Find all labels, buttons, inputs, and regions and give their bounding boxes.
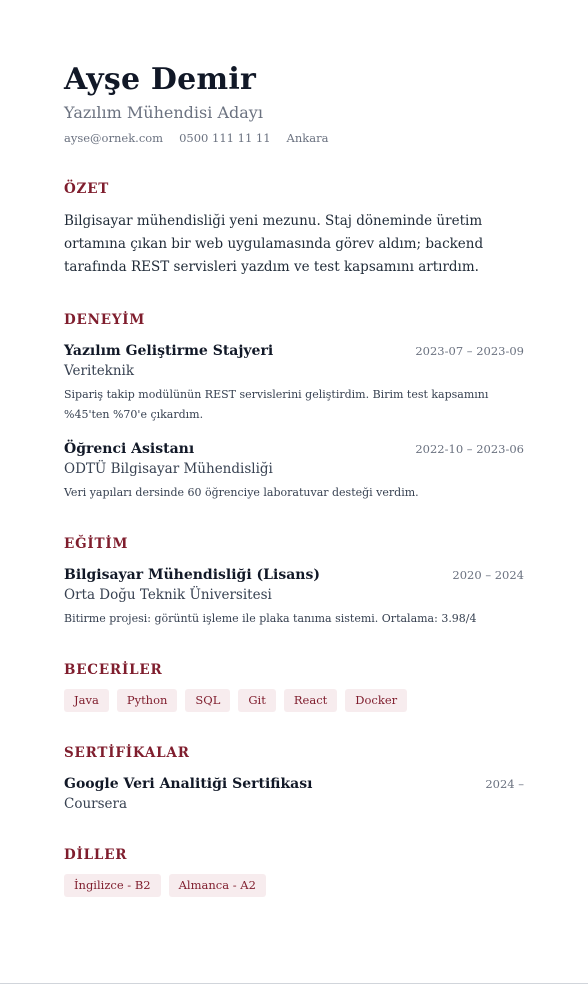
skill-chip: SQL <box>185 689 230 712</box>
contact-phone: 0500 111 11 11 <box>179 131 271 145</box>
language-chip: Almanca - A2 <box>169 874 266 897</box>
section-title: BECERİLER <box>64 662 163 678</box>
entry-organization: ODTÜ Bilgisayar Mühendisliği <box>64 461 273 477</box>
entry-title: Öğrenci Asistanı <box>64 441 195 457</box>
entry-dates: 2023-07 – 2023-09 <box>415 344 524 358</box>
entry-title: Yazılım Geliştirme Stajyeri <box>64 343 274 359</box>
contact-email: ayse@ornek.com <box>64 131 164 145</box>
skills-section <box>64 661 524 712</box>
entry-organization: Orta Doğu Teknik Üniversitesi <box>64 587 272 603</box>
experience-entry <box>64 439 524 503</box>
candidate-headline: Yazılım Mühendisi Adayı <box>64 103 263 122</box>
contact-location: Ankara <box>286 131 329 145</box>
entry-description: Sipariş takip modülünün REST servislerini geliştirdim. Birim test kapsamını %45'ten %70'e çıkardım. <box>64 388 489 421</box>
contact-row <box>64 130 524 146</box>
skill-chip: Python <box>117 689 178 712</box>
section-title: SERTİFİKALAR <box>64 745 190 761</box>
entry-description: Veri yapıları dersinde 60 öğrenciye laboratuvar desteği verdim. <box>64 486 419 499</box>
entry-title: Google Veri Analitiği Sertifikası <box>64 776 313 792</box>
education-entry <box>64 565 524 629</box>
entry-description: Bitirme projesi: görüntü işleme ile plaka tanıma sistemi. Ortalama: 3.98/4 <box>64 612 477 625</box>
certifications-section <box>64 744 524 814</box>
skill-chip: Java <box>64 689 109 712</box>
summary-text: Bilgisayar mühendisliği yeni mezunu. Staj döneminde üretim ortamına çıkan bir web uygulamasında görev aldım; backend tarafında REST servisleri yazdım ve test kapsamını artırdım. <box>64 213 484 275</box>
resume-page <box>64 60 524 897</box>
section-title: ÖZET <box>64 181 110 197</box>
section-title: DENEYİM <box>64 312 146 328</box>
entry-dates: 2020 – 2024 <box>452 568 524 582</box>
entry-dates: 2022-10 – 2023-06 <box>415 442 524 456</box>
summary-section <box>64 180 524 279</box>
entry-organization: Veriteknik <box>64 363 135 379</box>
candidate-name: Ayşe Demir <box>64 62 256 97</box>
skill-chip: React <box>284 689 337 712</box>
languages-section <box>64 846 524 897</box>
entry-title: Bilgisayar Mühendisliği (Lisans) <box>64 567 320 583</box>
entry-organization: Coursera <box>64 796 128 812</box>
experience-entry <box>64 341 524 425</box>
experience-section <box>64 311 524 503</box>
language-chip: İngilizce - B2 <box>64 874 161 897</box>
section-title: EĞİTİM <box>64 536 129 552</box>
certification-entry <box>64 774 524 814</box>
education-section <box>64 535 524 629</box>
skill-chip: Docker <box>345 689 407 712</box>
entry-dates: 2024 – <box>485 777 524 791</box>
section-title: DİLLER <box>64 847 128 863</box>
skill-chip: Git <box>238 689 276 712</box>
languages-list <box>64 874 524 897</box>
skills-list <box>64 689 524 712</box>
